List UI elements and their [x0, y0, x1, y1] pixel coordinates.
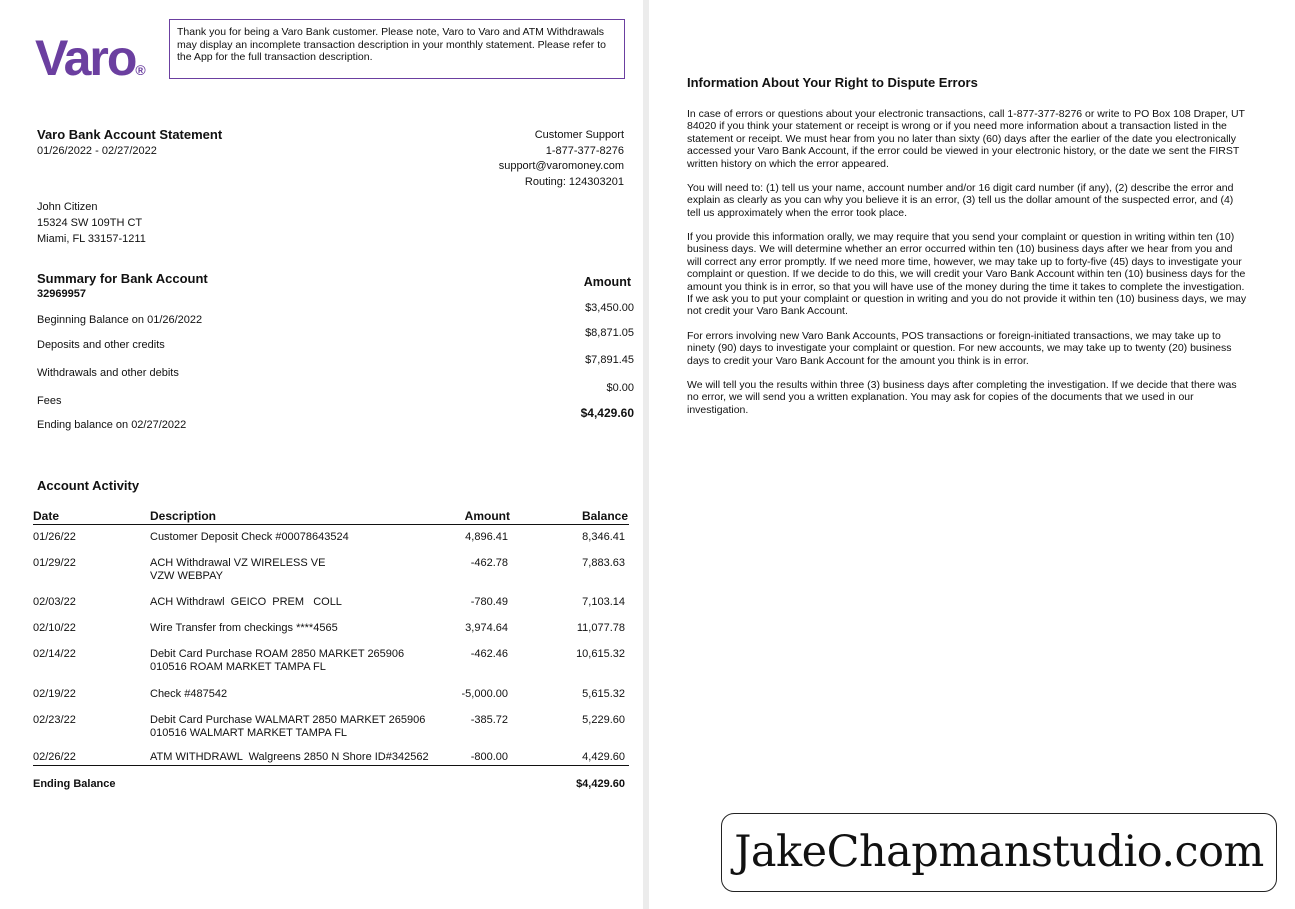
row-date: 02/10/22: [33, 622, 76, 634]
customer-address: [37, 199, 146, 247]
varo-logo: Varo®: [35, 30, 146, 86]
dispute-paragraph: In case of errors or questions about your electronic transactions, call 1-877-377-8276 or write to PO Box 108 Draper, UT 84020 if you think your statement or receipt is wrong or if you need more information about a transaction listed in the statement or receipt. We must hear from you no later than sixty (60) days after the earlier of the date you electronically accessed your Varo Bank Account, if the error could be viewed in your electronic history, or the date we sent the FIRST written history on which the error appeared.: [687, 108, 1245, 170]
row-balance: 8,346.41: [582, 531, 625, 543]
row-date: 01/29/22: [33, 557, 76, 569]
customer-city: Miami, FL 33157-1211: [37, 233, 146, 245]
row-balance: 11,077.78: [576, 622, 625, 634]
dispute-paragraph: You will need to: (1) tell us your name, account number and/or 16 digit card number (if any), (2) describe the error and explain as clearly as you can why you believe it is an error, (3) tell us the dollar amount of the suspected error, and (4) tell us approximately when the error took place.: [687, 182, 1234, 219]
row-amount: -800.00: [470, 751, 508, 763]
row-description: Debit Card Purchase ROAM 2850 MARKET 265906 010516 ROAM MARKET TAMPA FL: [150, 648, 405, 673]
account-number: 32969957: [37, 288, 86, 300]
dispute-paragraph: If you provide this information orally, we may require that you send your complaint or question in writing within ten (10) business days. We will determine whether an error occurred within ten (10) business days after we hear from you and will correct any error promptly. If we need more time, however, we may take up to forty-five (45) days to investigate your complaint or question. If we decide to do this, we will credit your Varo Bank Account within ten (10) business days for the amount you think is in error, so that you will have use of the money during the time it takes to complete the investigation. If we ask you to put your complaint or question in writing and you do not provide it within ten (10) business days, we may not credit your Varo Bank Account.: [687, 231, 1247, 318]
row-balance: 5,229.60: [582, 714, 625, 726]
statement-period: 01/26/2022 - 02/27/2022: [37, 145, 157, 157]
activity-table-header: [33, 509, 629, 525]
row-description: Wire Transfer from checkings ****4565: [150, 622, 338, 634]
table-divider: [33, 765, 629, 766]
notice-box: Thank you for being a Varo Bank customer. Please note, Varo to Varo and ATM Withdrawals may display an incomplete transaction description in your monthly statement. Please refer to the App for the full transaction description.: [169, 19, 625, 79]
ending-balance-value: $4,429.60: [580, 406, 634, 420]
registered-mark: ®: [135, 62, 146, 78]
customer-name: John Citizen: [37, 201, 98, 213]
row-amount: -780.49: [470, 596, 508, 608]
row-date: 01/26/22: [33, 531, 76, 543]
fees-label: Fees: [37, 395, 62, 407]
row-amount: -385.72: [470, 714, 508, 726]
row-balance: 10,615.32: [576, 648, 625, 660]
withdrawals-value: $7,891.45: [585, 354, 634, 366]
withdrawals-label: Withdrawals and other debits: [37, 367, 179, 379]
row-date: 02/26/22: [33, 751, 76, 763]
routing-number: Routing: 124303201: [524, 175, 624, 188]
support-email: support@varomoney.com: [498, 160, 624, 172]
row-amount: -5,000.00: [461, 688, 508, 700]
row-amount: 4,896.41: [465, 531, 508, 543]
row-balance: 7,103.14: [582, 596, 625, 608]
row-description: ACH Withdrawl GEICO PREM COLL: [150, 596, 342, 608]
row-date: 02/19/22: [33, 688, 76, 700]
dispute-paragraph: For errors involving new Varo Bank Accounts, POS transactions or foreign-initiated transactions, we may take up to ninety (90) days to investigate your complaint or question. For new accounts, we may take up to twenty (20) business days to credit your Varo Bank Account for the amount you think is in error.: [687, 330, 1232, 367]
row-description: Debit Card Purchase WALMART 2850 MARKET 265906 010516 WALMART MARKET TAMPA FL: [150, 714, 426, 739]
ending-balance-row-label: Ending Balance: [33, 778, 116, 790]
row-description: ATM WITHDRAWL Walgreens 2850 N Shore ID#342562: [150, 751, 429, 763]
row-description: Check #487542: [150, 688, 228, 700]
summary-amount-header: Amount: [583, 275, 631, 289]
row-date: 02/23/22: [33, 714, 76, 726]
fees-value: $0.00: [606, 382, 634, 394]
beginning-balance-value: $3,450.00: [585, 302, 634, 314]
beginning-balance-label: Beginning Balance on 01/26/2022: [37, 314, 203, 326]
customer-street: 15324 SW 109TH CT: [37, 217, 143, 229]
support-phone: 1-877-377-8276: [545, 144, 624, 157]
account-activity-title: Account Activity: [37, 478, 140, 493]
deposits-value: $8,871.05: [585, 327, 634, 339]
row-date: 02/03/22: [33, 596, 76, 608]
dispute-paragraph: We will tell you the results within three (3) business days after completing the investigation. If we decide that there was no error, we will send you a written explanation. You may ask for copies of the documents that we used in our investigation.: [687, 379, 1237, 416]
row-balance: 5,615.32: [582, 688, 625, 700]
statement-page: [0, 0, 643, 909]
summary-title: Summary for Bank Account: [37, 271, 208, 286]
row-balance: 4,429.60: [582, 751, 625, 763]
row-date: 02/14/22: [33, 648, 76, 660]
row-description: Customer Deposit Check #00078643524: [150, 531, 349, 543]
ending-balance-row-value: $4,429.60: [576, 778, 625, 790]
ending-balance-label: Ending balance on 02/27/2022: [37, 419, 187, 431]
date-header: Date: [33, 509, 60, 523]
row-amount: -462.46: [470, 648, 508, 660]
customer-support-block: [499, 128, 624, 190]
row-description: ACH Withdrawal VZ WIRELESS VE VZW WEBPAY: [150, 557, 326, 582]
watermark: JakeChapmanstudio.com: [721, 813, 1277, 892]
dispute-title: Information About Your Right to Dispute Errors: [687, 75, 978, 90]
balance-header: Balance: [581, 509, 628, 523]
row-amount: -462.78: [470, 557, 508, 569]
dispute-page: [649, 0, 1295, 909]
support-label: Customer Support: [534, 129, 624, 141]
row-balance: 7,883.63: [582, 557, 625, 569]
row-amount: 3,974.64: [465, 622, 508, 634]
statement-title: Varo Bank Account Statement: [37, 127, 223, 142]
amount-header: Amount: [464, 509, 510, 523]
deposits-label: Deposits and other credits: [37, 339, 165, 351]
description-header: Description: [150, 509, 217, 523]
